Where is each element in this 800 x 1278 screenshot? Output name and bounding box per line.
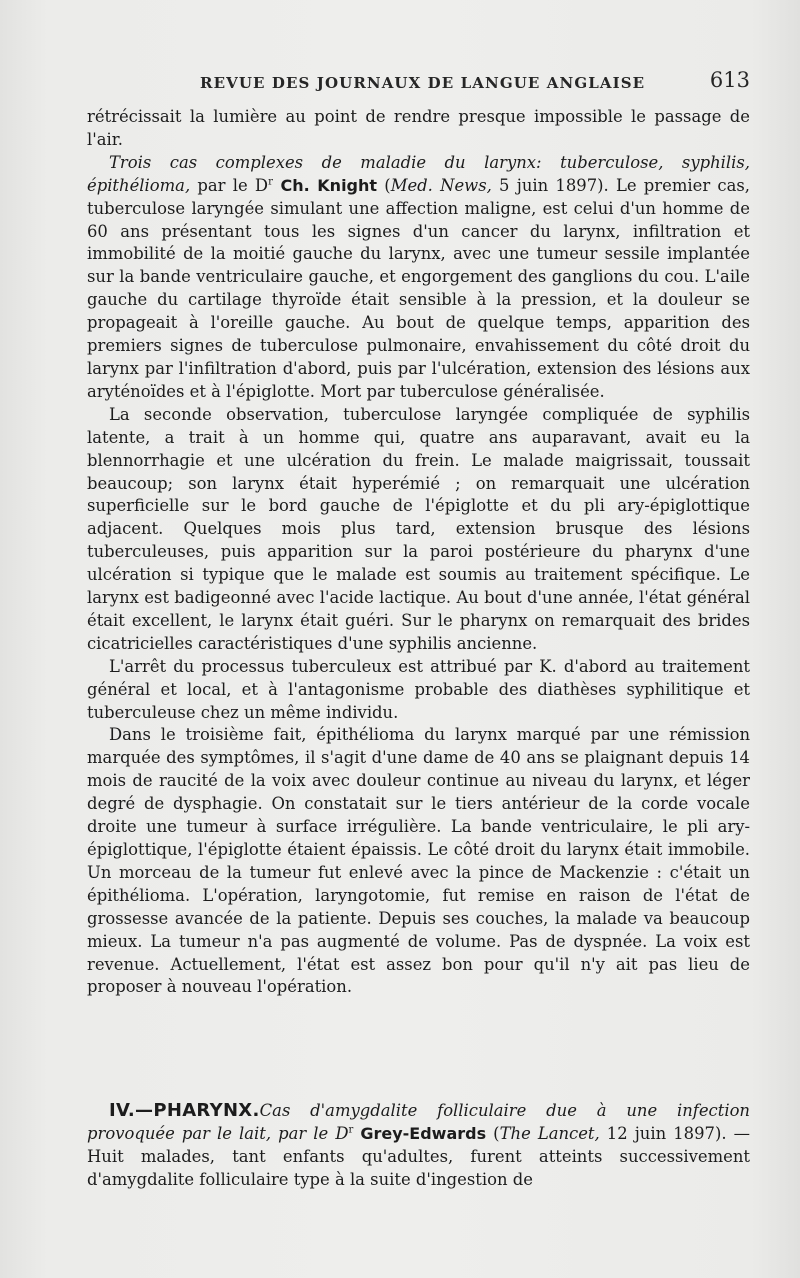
section-paragraph: [87, 1100, 750, 1192]
paragraph-second-case: La seconde observation, tuberculose laryngée compliquée de syphilis latente, a trait à un homme qui, quatre ans auparavant, avait eu la blennorrhagie et une ulcération du frein. Le malade maigrissait, toussait beaucoup; son larynx était hyperémié ; on remarquait une ulcération superficielle sur le bord gauche de l'épiglotte et du pli ary-épiglottique adjacent. Quelques mois plus tard, extension brusque des lésions tuberculeuses, puis apparition sur la paroi postérieure du pharynx d'une ulcération si typique que le malade est soumis au traitement spécifique. Le larynx est badigeonné avec l'acide lactique. Au bout d'une année, l'état général était excellent, le larynx était guéri. Sur le pharynx on remarquait des brides cicatricielles caractéristiques d'une syphilis ancienne.: [87, 404, 750, 653]
section-journal-name: The Lancet,: [499, 1123, 600, 1143]
by-text: par le D: [190, 175, 269, 195]
page-number: 613: [709, 68, 750, 92]
reference-open: (: [377, 175, 391, 195]
section-doctor-superscript: r: [348, 1124, 354, 1136]
paragraph-text: 5 juin 1897). Le premier cas, tuberculose laryngée simulant une affection maligne, est celui d'un homme de 60 ans présentant tous les signes d'un cancer du larynx, infiltration et immobilité de la moitié gauche du larynx, avec une tumeur sessile implantée sur la bande ventriculaire gauche, et engorgement des ganglions du cou. L'aile gauche du cartilage thyroïde était sensible à la pression, et la douleur se propageait à l'oreille gauche. Au bout de quelque temps, apparition des premiers signes de tuberculose pulmonaire, envahissement du côté droit du larynx par l'infiltration d'abord, puis par l'ulcération, extension des lésions aux aryténoïdes et à l'épiglotte. Mort par tuberculose généralisée.: [87, 175, 750, 401]
section-text: 12 juin 1897). — Huit malades, tant enfants qu'adultes, furent atteints successivement d'amygdalite folliculaire type à la suite d'ingestion de: [87, 1123, 751, 1189]
paragraph-conclusion: L'arrêt du processus tuberculeux est attribué par K. d'abord au traitement général et local, et à l'antagonisme probable des diathèses syphilitique et tuberculeuse chez un même individu.: [87, 656, 750, 722]
section-heading: IV.—PHARYNX.: [109, 1100, 260, 1121]
author-name: Ch. Knight: [272, 175, 378, 195]
section-article-title: Cas d'amygdalite folliculaire due à une infection provoquée par le lait,: [87, 1101, 750, 1143]
section-pharynx: [87, 1100, 750, 1192]
body-text: [87, 106, 750, 999]
doctor-superscript: r: [268, 176, 273, 188]
paragraph-continuation: rétrécissait la lumière au point de rendre presque impossible le passage de l'air.: [87, 107, 750, 149]
journal-name: Med. News,: [390, 175, 492, 195]
running-head: REVUE DES JOURNAUX DE LANGUE ANGLAISE: [200, 74, 646, 92]
section-author-name: Grey-Edwards: [360, 1123, 487, 1143]
article-title: Trois cas complexes de maladie du larynx: tuberculose, syphilis, épithélioma,: [87, 152, 750, 195]
paragraph-first-case: [87, 152, 750, 404]
section-by-text: par le D: [271, 1123, 349, 1143]
section-reference-open: (: [486, 1123, 500, 1143]
paragraph-third-case: Dans le troisième fait, épithélioma du larynx marqué par une rémission marquée des symptômes, il s'agit d'une dame de 40 ans se plaignant depuis 14 mois de raucité de la voix avec douleur continue au niveau du larynx, et léger degré de dysphagie. On constatait sur le tiers antérieur de la corde vocale droite une tumeur à surface irrégulière. La bande ventriculaire, le pli ary-épiglottique, l'épiglotte étaient épaissis. Le côté droit du larynx était immobile. Un morceau de la tumeur fut enlevé avec la pince de Mackenzie : c'était un épithélioma. L'opération, laryngotomie, fut remise en raison de l'état de grossesse avancée de la patiente. Depuis ses couches, la malade va beaucoup mieux. La tumeur n'a pas augmenté de volume. Pas de dyspnée. La voix est revenue. Actuellement, l'état est assez bon pour qu'il n'y ait pas lieu de proposer à nouveau l'opération.: [87, 725, 750, 997]
page-header: [87, 68, 750, 102]
